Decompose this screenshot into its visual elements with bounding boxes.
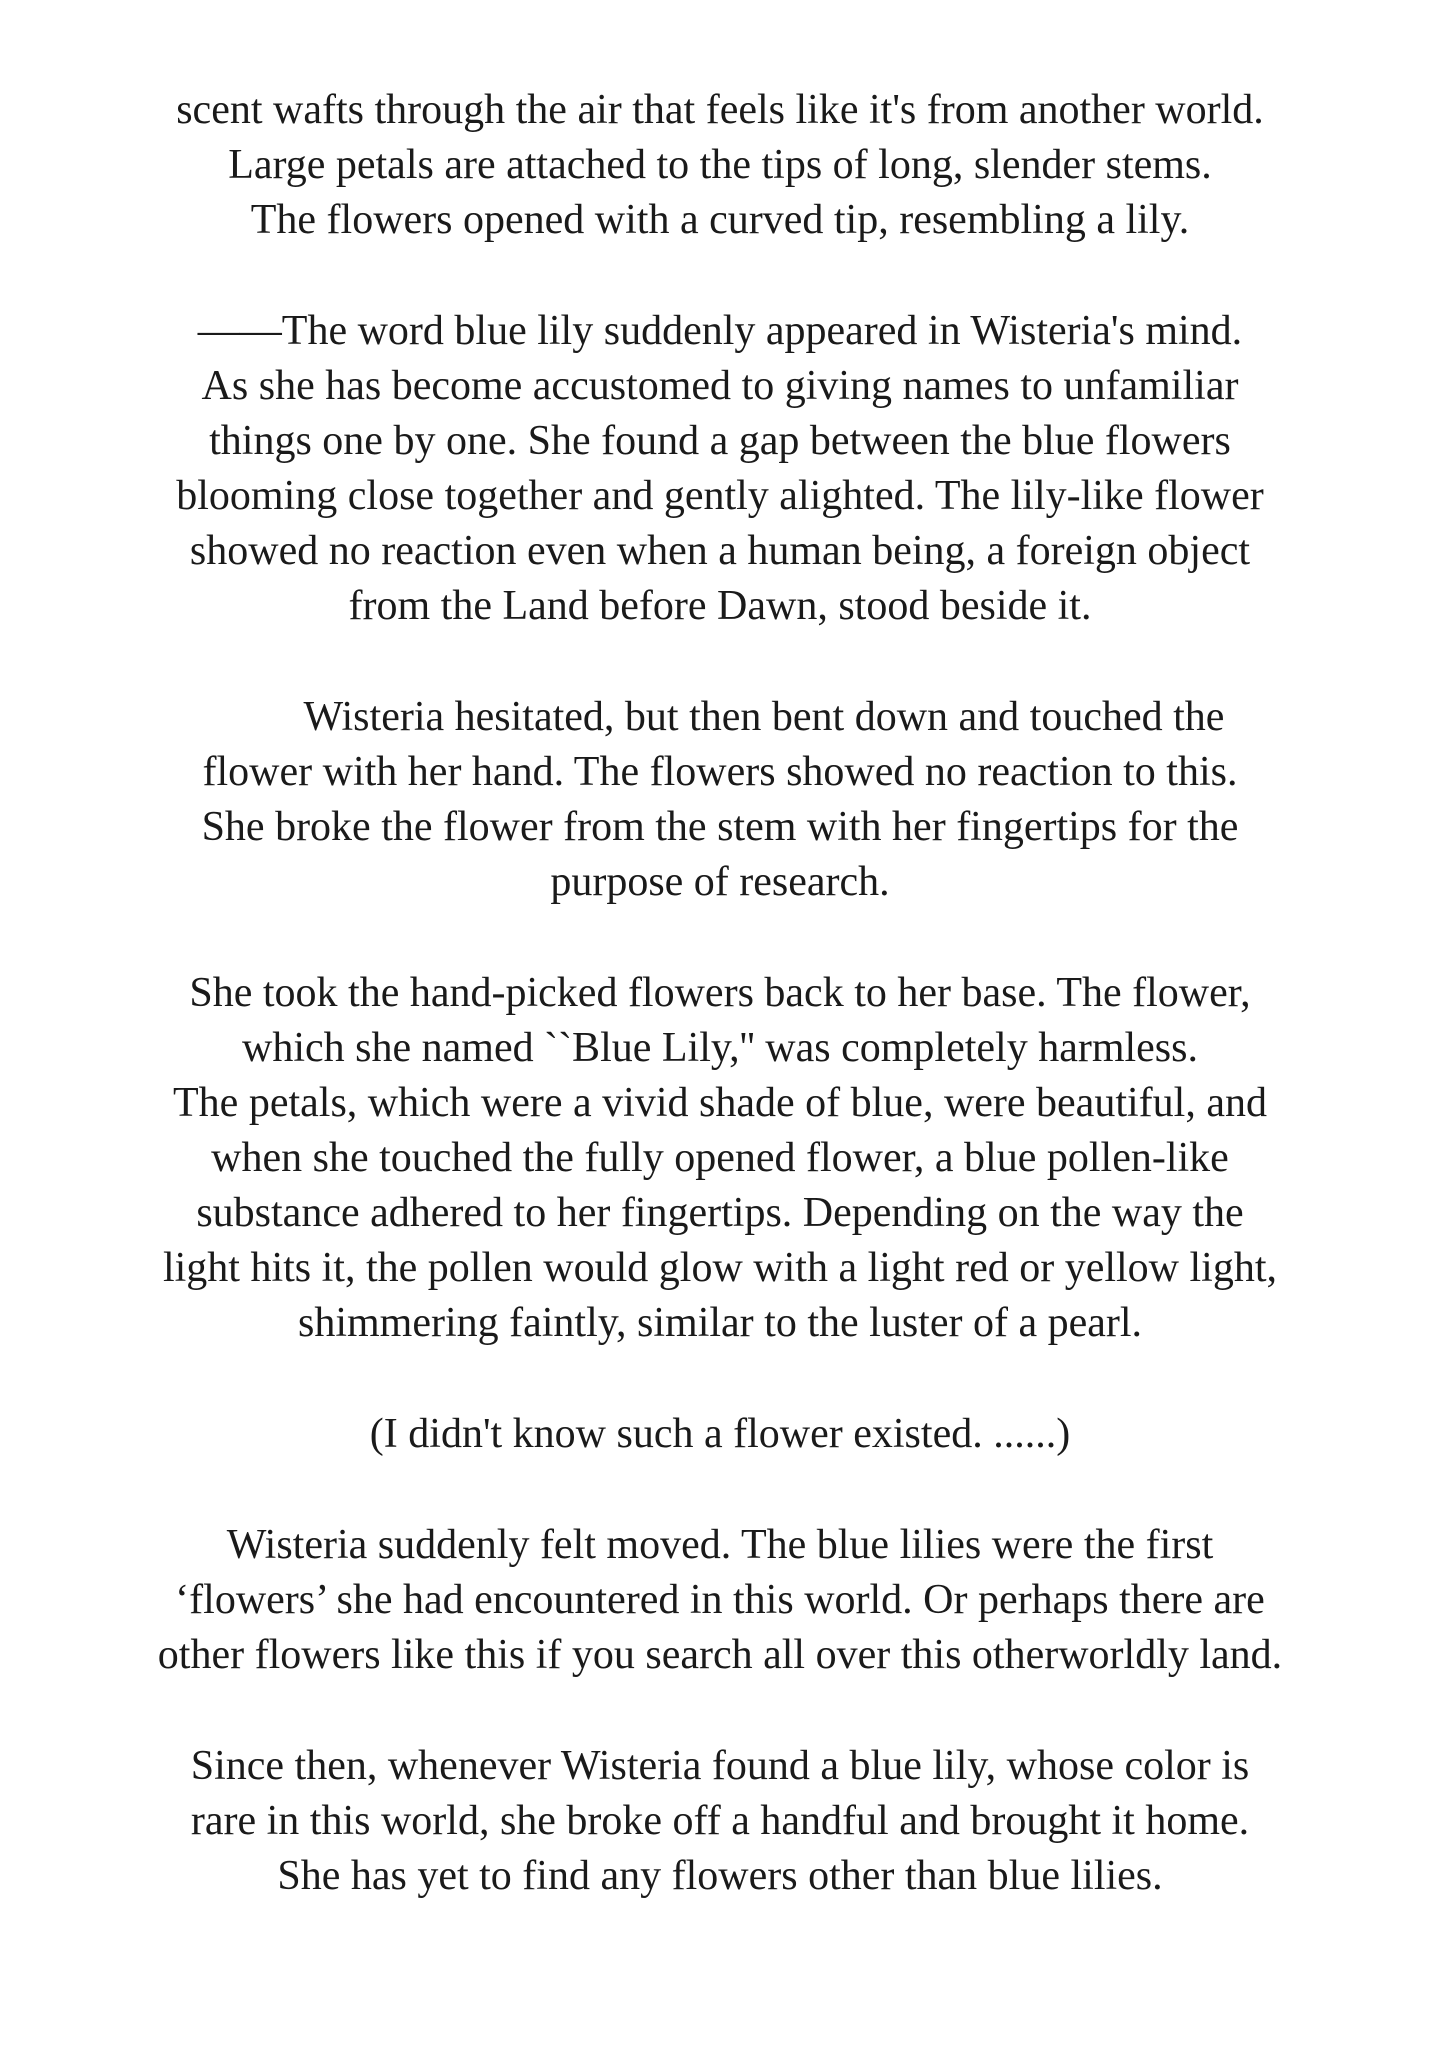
text-line: She broke the flower from the stem with her fingertips for the	[201, 804, 1239, 850]
text-line: (I didn't know such a flower existed. ......)	[369, 1411, 1071, 1457]
text-line: other flowers like this if you search all over this otherworldly land.	[157, 1632, 1283, 1678]
text-line: flower with her hand. The flowers showed no reaction to this.	[202, 749, 1238, 795]
text-line: She has yet to find any flowers other than blue lilies.	[277, 1853, 1163, 1899]
text-line: ——The word blue lily suddenly appeared in Wisteria's mind.	[197, 308, 1243, 354]
text-line: purpose of research.	[550, 859, 890, 905]
text-line: rare in this world, she broke off a handful and brought it home.	[190, 1798, 1250, 1844]
text-line: which she named ``Blue Lily,'' was completely harmless.	[242, 1025, 1198, 1071]
text-line: The flowers opened with a curved tip, resembling a lily.	[250, 197, 1190, 243]
text-line: Wisteria suddenly felt moved. The blue lilies were the first	[226, 1522, 1214, 1568]
text-line: Large petals are attached to the tips of long, slender stems.	[228, 142, 1212, 188]
text-line: ‘flowers’ she had encountered in this world. Or perhaps there are	[175, 1577, 1265, 1623]
text-line: when she touched the fully opened flower, a blue pollen-like	[211, 1135, 1229, 1181]
text-line: She took the hand-picked flowers back to her base. The flower,	[189, 970, 1251, 1016]
text-line: As she has become accustomed to giving names to unfamiliar	[201, 363, 1239, 409]
text-line: light hits it, the pollen would glow with a light red or yellow light,	[162, 1245, 1278, 1291]
text-line: Wisteria hesitated, but then bent down and touched the	[303, 694, 1225, 740]
text-line: The petals, which were a vivid shade of blue, were beautiful, and	[173, 1080, 1267, 1126]
text-line: scent wafts through the air that feels like it's from another world.	[176, 87, 1264, 133]
text-line: shimmering faintly, similar to the luster of a pearl.	[297, 1300, 1143, 1346]
text-line: showed no reaction even when a human being, a foreign object	[189, 528, 1251, 574]
text-line: Since then, whenever Wisteria found a blue lily, whose color is	[190, 1743, 1250, 1789]
text-line: from the Land before Dawn, stood beside it.	[348, 583, 1092, 629]
text-line: things one by one. She found a gap between the blue flowers	[209, 418, 1231, 464]
text-line: blooming close together and gently alighted. The lily-like flower	[176, 473, 1264, 519]
text-line: substance adhered to her fingertips. Depending on the way the	[196, 1190, 1244, 1236]
